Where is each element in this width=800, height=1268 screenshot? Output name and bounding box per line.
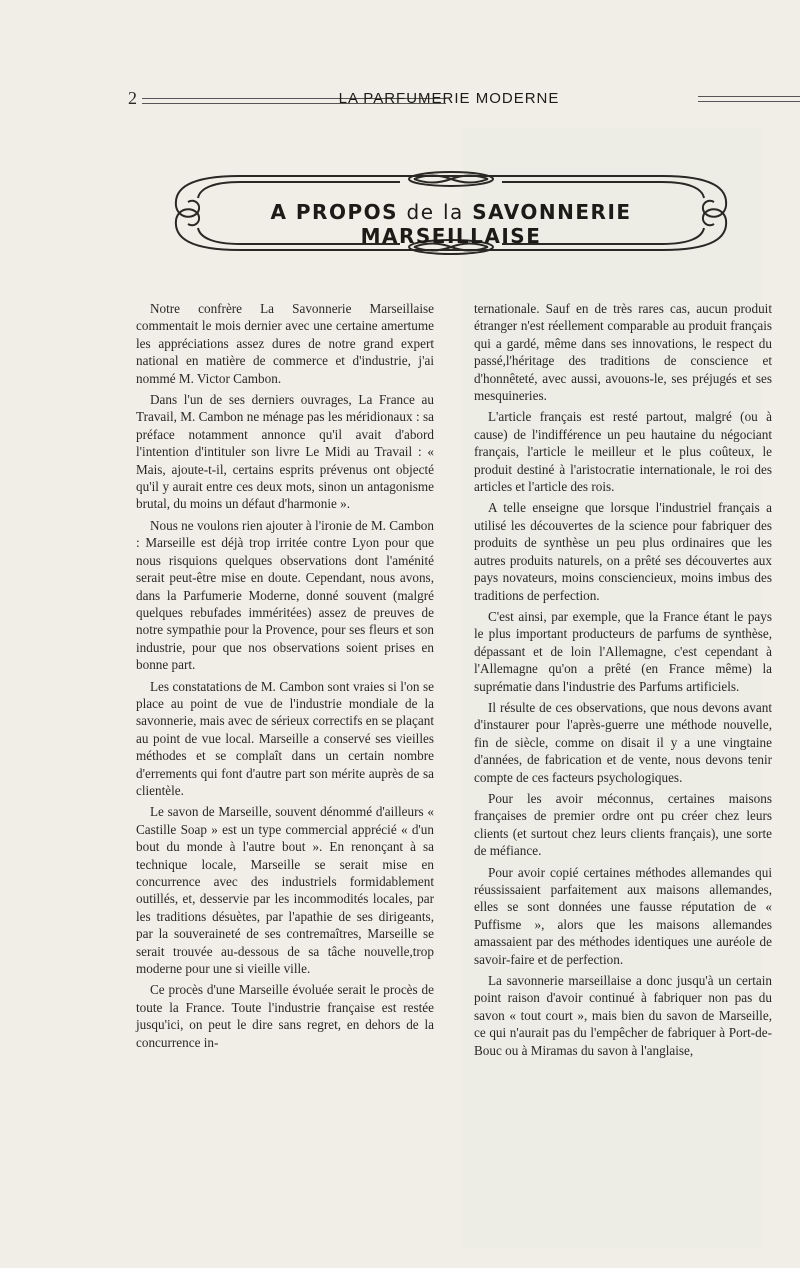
paragraph: Nous ne voulons rien ajouter à l'ironie de M. Cambon : Marseille est déjà trop irritée contre Lyon pour que nous risquions quelques observations dont l'aménité serait peut-être mise en doute. Cependant, nous avons, dans la Parfumerie Moderne, donné souvent (malgré quelques rebufades imméritées) assez de preuves de notre sympathie pour la Provence, pour ses fleurs et son industrie, pour que nos observations soient prises en bonne part. (136, 517, 434, 673)
journal-title: LA PARFUMERIE MODERNE (338, 90, 560, 107)
paragraph: Les constatations de M. Cambon sont vraies si l'on se place au point de vue de l'industrie mondiale de la savonnerie, mais avec de sérieux correctifs en se plaçant au point de vue local. Marseille a conservé ses vieilles méthodes et se complaît dans un certain nombre d'errements qui font d'autre part son mérite auprès de sa clientèle. (136, 678, 434, 798)
title-cartouche (170, 158, 732, 268)
paragraph: Il résulte de ces observations, que nous devons avant d'instaurer pour l'après-guerre une méthode nouvelle, fin de siècle, comme on disait il y a une vingtaine d'années, de fabrication et de vente, nous devons tenir compte de ces facteurs psychologiques. (474, 699, 772, 785)
text-column-right (474, 300, 772, 1063)
header-rule-right (698, 96, 800, 102)
paragraph: Dans l'un de ses derniers ouvrages, La France au Travail, M. Cambon ne ménage pas les méridionaux : sa préface notamment annonce qu'il avait d'abord l'intention d'intituler son livre Le Midi au Travail : « Mais, ajoute-t-il, certains esprits prévenus ont objecté qu'il y aurait entre ces deux mots, sinon un antagonisme brutal, du moins un défaut d'harmonie ». (136, 392, 434, 512)
paragraph: Ce procès d'une Marseille évoluée serait le procès de toute la France. Toute l'industrie française est restée jusqu'ici, on peut le dire sans regret, en dehors de la concurrence in- (136, 982, 434, 1050)
article-title (210, 200, 692, 248)
paragraph: Pour avoir copié certaines méthodes allemandes qui réussissaient parfaitement aux maisons allemandes, elles se sont données une fausse réputation de « Puffisme », alors que les maisons allemandes amassaient par des méthodes identiques une auréole de savoir-faire et de perfection. (474, 864, 772, 967)
paragraph: C'est ainsi, par exemple, que la France étant le pays le plus important producteurs de parfums de synthèse, dépassant et de loin l'Allemagne, c'est cependant à l'Allemagne qu'on a prêté (en France même) la suprématie dans l'industrie des Parfums artificiels. (474, 608, 772, 694)
paragraph: Le savon de Marseille, souvent dénommé d'ailleurs « Castille Soap » est un type commercial apprécié « d'un bout du monde à l'autre bout ». En renonçant à sa technique locale, Marseille se serait mise en concurrence avec des industriels formidablement outillés, et, desservie par les incommodités locales, par les traditions désuètes, par l'apathie de ses dirigeants, par la souveraineté de ses contremaîtres, Marseille se serait trouvée au-dessous de sa tâche nouvelle,trop moderne pour une si vieille ville. (136, 804, 434, 977)
paragraph: A telle enseigne que lorsque l'industriel français a utilisé les découvertes de la science pour fabriquer des produits de synthèse un peu plus ordinaires que les autres produits naturels, on a prêté ses découvertes aux pays novateurs, moins consciencieux, moins imbus des traditions de perfection. (474, 500, 772, 603)
text-column-left (136, 300, 434, 1055)
paragraph: Pour les avoir méconnus, certaines maisons françaises de premier ordre ont pu créer chez leurs clients (et surtout chez leurs clients français), une sorte de méfiance. (474, 790, 772, 859)
page-number: 2 (128, 88, 137, 108)
page-header (128, 88, 768, 112)
title-la: la (442, 200, 464, 224)
title-prefix: A PROPOS (270, 200, 399, 224)
paragraph: Notre confrère La Savonnerie Marseillaise commentait le mois dernier avec une certaine amertume les appréciations assez dures de notre grand expert national en matière de commerce et d'industrie, j'ai nommé M. Victor Cambon. (136, 301, 434, 386)
title-main: SAVONNERIE MARSEILLAISE (360, 200, 632, 248)
paragraph: ternationale. Sauf en de très rares cas, aucun produit étranger n'est réellement comparable au produit français qui a gardé, même dans ses innovations, le respect du passé,l'héritage des traditions de conscience et d'honnêteté, avec aussi, avouons-le, ses préjugés et ses mesquineries. (474, 301, 772, 404)
title-de: de (406, 200, 435, 224)
paragraph: La savonnerie marseillaise a donc jusqu'à un certain point raison d'avoir continué à fabriquer non pas du savon « tout court », mais bien du savon de Marseille, ce qui n'aurait pas du l'empêcher de fabriquer à Port-de-Bouc ou à Miramas du savon à l'anglaise, (474, 973, 772, 1058)
paragraph: L'article français est resté partout, malgré (ou à cause) de l'indifférence un peu hautaine du négociant français, l'article le meilleur et le plus coûteux, le produit destiné à l'aristocratie internationale, le roi des articles et l'article des rois. (474, 409, 772, 495)
